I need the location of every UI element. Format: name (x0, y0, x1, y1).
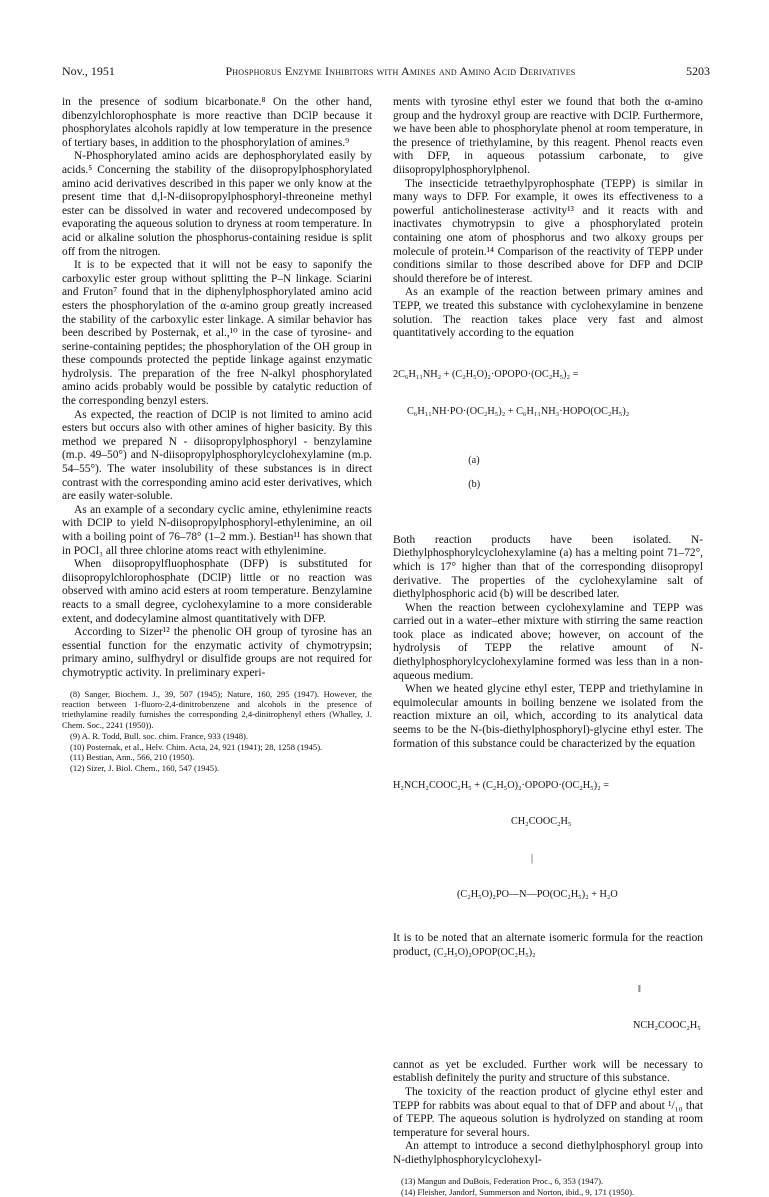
equation-label-b: (b) (468, 478, 481, 490)
equation-line: 2C₆H₁₁NH₂ + (C₂H₅O)₂·OPOPO·(OC₂H₅)₂ = (393, 369, 579, 381)
paragraph: The insecticide tetraethylpyrophosphate (TEPP) is similar in many ways to DFP. For example, it owes its effectiveness to a powerful anticholinesterase activity¹³ and it reacts with and inactivates chymotrypsin to give a phosphorylated protein containing one atom of phosphorus and two alkoxy groups per molecule of protein.¹⁴ Comparison of the reactivity of TEPP under conditions similar to those described above for DFP and DClP should therefore be of interest. (393, 177, 703, 285)
footnote: (11) Bestian, Ann., 566, 210 (1950). (70, 752, 195, 763)
paragraph: The toxicity of the reaction product of glycine ethyl ester and TEPP for rabbits was about equal to that of DFP and about ¹/₁₀ that of TEPP. The aqueous solution is hydrolyzed on standing at room temperature for several hours. (393, 1086, 703, 1139)
paragraph: Both reaction products have been isolated. N-Diethylphosphorylcyclohexylamine (a) has a melting point 71–72°, which is 17° higher than that of the corresponding diisopropyl derivative. The properties of the cyclohexylamine salt of diethylphosphoric acid (b) will be described later. (393, 533, 703, 601)
equation-line: C₆H₁₁NH·PO·(OC₂H₅)₂ + C₆H₁₁NH₃·HOPO(OC₂H₅)₂ (407, 405, 630, 417)
paragraph: cannot as yet be excluded. Further work will be necessary to establish definitely the purity and structure of this substance. (393, 1058, 703, 1085)
paragraph: An attempt to introduce a second diethylphosphoryl group into N-diethylphosphorylcyclohexyl- (393, 1140, 703, 1167)
equation-cyclohexylamine (393, 345, 703, 528)
paragraph: When we heated glycine ethyl ester, TEPP and triethylamine in equimolecular amounts in boiling benzene we isolated from the reaction mixture an oil, which, according to its analytical data seems to be the N-(bis-diethylphosphoryl)-glycine ethyl ester. The formation of this substance could be characterized by the equation (393, 683, 703, 750)
equation-line: CH₂COOC₂H₅ (511, 816, 572, 828)
paragraph: According to Sizer¹² the phenolic OH group of tyrosine has an essential function for the enzymatic activity of chymotrypsin; primary amino, sulfhydryl or disulfide groups are not required for chymotryptic activity. In preliminary experi- (62, 626, 372, 679)
paragraph: When the reaction between cyclohexylamine and TEPP was carried out in a water–ether mixture with stirring the same reaction took place as indicated above; however, on account of the hydrolysis of TEPP the relative amount of N-diethylphosphorylcyclohexylamine formed was less than in a non-aqueous medium. (393, 601, 703, 682)
header-page-number: 5203 (686, 64, 710, 78)
footnote: (9) A. R. Todd, Bull. soc. chim. France, 933 (1948). (70, 730, 249, 741)
formula-branch: NCH₂COOC₂H₅ (633, 1020, 701, 1032)
footnotes-left (62, 689, 372, 774)
equation-line: H₂NCH₂COOC₂H₅ + (C₂H₅O)₂·OPOPO·(OC₂H₅)₂ = (393, 779, 609, 791)
equation-label-a: (a) (468, 454, 480, 466)
running-header (62, 64, 710, 82)
equation-line: (C₂H₅O)₂PO—N—PO(OC₂H₅)₂ + H₂O (457, 889, 618, 901)
paragraph-text: It is to be noted that an alternate isomeric formula for the reaction product, (393, 932, 703, 958)
footnote: (12) Sizer, J. Biol. Chem., 160, 547 (1945). (70, 763, 220, 774)
footnote: (8) Sanger, Biochem. J., 39, 507 (1945); Nature, 160, 295 (1947). However, the reaction between 1-fluoro-2,4-dinitrobenzene and alcohols in the presence of triethylamine readily furnishes the corresponding 2,4-dinitrophenyl ethers (Whalley, J. Chem. Soc., 2241 (1950)). (62, 688, 372, 730)
left-column (62, 96, 372, 774)
paragraph: It is to be expected that it will not be easy to saponify the carboxylic ester group without splitting the P–N linkage. Sciarini and Fruton⁷ found that in the diphenylphosphorylated amino acid esters the phosphorylation of the α-amino group greatly increased the stability of the carboxylic ester linkage. A similar behavior has been described by Posternak, et al.,¹⁰ in the case of tyrosine- and serine-containing peptides; the phosphorylation of the OH group in these compounds protected the peptide linkage against enzymatic hydrolysis. The preparation of the free N-alkyl phosphorylated amino acids probably would be possible by catalytic reduction of the corresponding benzyl esters. (62, 259, 372, 408)
paragraph: As an example of the reaction between primary amines and TEPP, we treated this substance with cyclohexylamine in benzene solution. The reaction takes place very fast and almost quantitatively according to the equation (393, 286, 703, 340)
formula-inline: (C₂H₅O)₂OPOP(OC₂H₅)₂ (433, 946, 536, 958)
paragraph: ments with tyrosine ethyl ester we found that both the α-amino group and the hydroxyl group are reactive with DClP. Furthermore, we have been able to phosphorylate phenol at room temperature, in the presence of triethylamine, by this reagent. Phenol reacts even with DFP, in aqueous potassium carbonate, to give diisopropylphosphorylphenol. (393, 96, 703, 176)
paragraph: in the presence of sodium bicarbonate.⁸ On the other hand, dibenzylchlorophosphate is more reactive than DClP because it phosphorylates alcohols rapidly at low temperature in the presence of tertiary bases, in addition to the phosphorylation of amines.⁹ (62, 96, 372, 149)
paragraph: As expected, the reaction of DClP is not limited to amino acid esters but occurs also with other amines of higher basicity. By this method we prepared N - diisopropylphosphoryl - benzylamine (m.p. 49–50°) and N-diisopropylphosphorylcyclohexylamine (m.p. 54–55°). The water insolubility of these substances is in direct contrast with the corresponding amino acid ester derivatives, which are easily water-soluble. (62, 408, 372, 503)
footnote: (13) Mangun and DuBois, Federation Proc., 6, 353 (1947). (401, 1175, 604, 1186)
header-title: Phosphorus Enzyme Inhibitors with Amines and Amino Acid Derivatives (225, 64, 576, 78)
right-column (393, 96, 703, 1197)
paragraph: N-Phosphorylated amino acids are dephosphorylated easily by acids.⁵ Concerning the stability of the diisopropylphosphorylated amino acid derivatives described in this paper we only know at the present time that d,l-N-diisopropylphosphoryl-threoneine methyl ester can be dissolved in water and recovered undecomposed by evaporating the aqueous solution to dryness at room temperature. In acid or alkaline solution the phosphorus-containing residue is split off from the nitrogen. (62, 150, 372, 258)
paragraph (393, 932, 703, 959)
header-date: Nov., 1951 (62, 64, 115, 78)
footnote: (14) Fleisher, Jandorf, Summerson and Norton, ibid., 9, 171 (1950). (401, 1186, 635, 1197)
formula-branch-block (393, 959, 703, 1057)
formula-branch-bar: ‖ (638, 983, 641, 995)
equation-line: | (531, 852, 534, 864)
equation-glycine (393, 755, 703, 926)
footnotes-right (393, 1176, 703, 1197)
paragraph: When diisopropylfluophosphate (DFP) is substituted for diisopropylchlorophosphate (DClP) little or no reaction was observed with amino acid esters at room temperature. Benzylamine reacts to a small degree, cyclohexylamine to a more considerable extent, and dodecylamine almost quantitatively with DFP. (62, 558, 372, 625)
paragraph: As an example of a secondary cyclic amine, ethylenimine reacts with DClP to yield N-diisopropylphosphoryl-ethylenimine, an oil with a boiling point of 76–78° (1–2 mm.). Bestian¹¹ has shown that in POCl₃ all three chlorine atoms react with ethylenimine. (62, 503, 372, 557)
footnote: (10) Posternak, et al., Helv. Chim. Acta, 24, 921 (1941); 28, 1258 (1945). (70, 741, 323, 752)
